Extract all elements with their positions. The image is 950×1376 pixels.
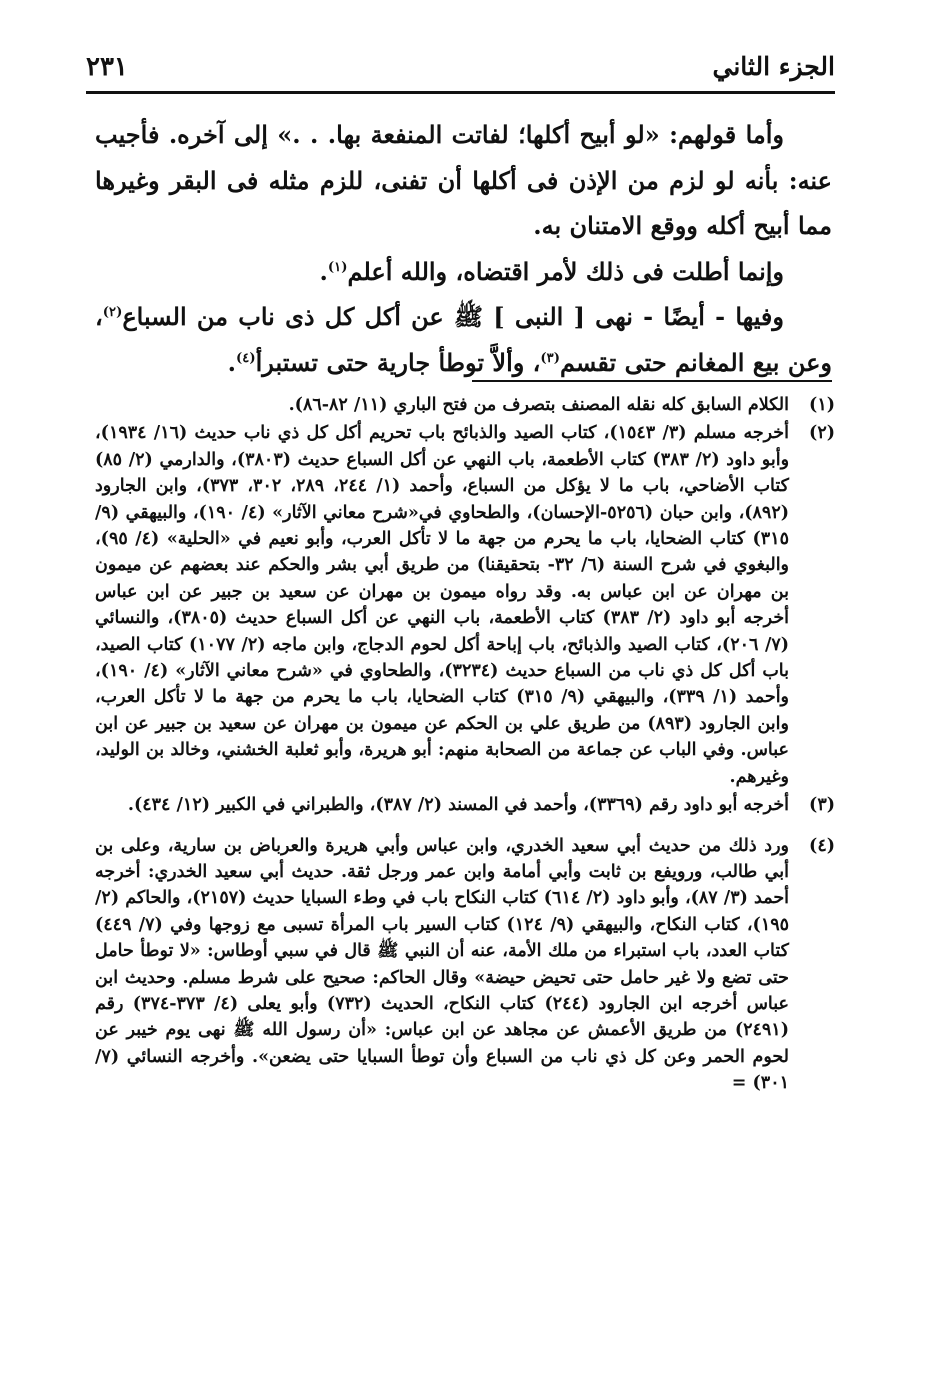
main-paragraph-text: وفيها - أيضًا - نهى [ النبى ] ﷺ عن أكل كل ذى ناب من السباع <box>122 302 784 331</box>
footnote-ref: (٢) <box>102 305 123 320</box>
main-paragraph: وأما قولهم: «لو أبيح أكلها؛ لفاتت المنفعة بها. . .» إلى آخره. فأجيب عنه: بأنه لو لزم من الإذن فى أكلها أن تفنى، للزم مثله فى البقر وغيرها مما أبيح أكله ووقع الامتنان به. <box>95 120 832 240</box>
running-title: الجزء الثاني <box>712 52 835 81</box>
main-paragraph <box>95 249 832 295</box>
footnote-text: أخرجه مسلم (٣/ ١٥٤٣)، كتاب الصيد والذبائح باب تحريم أكل كل ذي ناب حديث (١٦/ ١٩٣٤)، وأبو داود (٢/ ٣٨٣) كتاب الأطعمة، باب النهي عن أكل السباع حديث (٣٨٠٣)، والدارمي (٢/ ٨٥) كتاب الأضاحي، باب ما لا يؤكل من السباع، وأحمد (١/ ٢٤٤، ٢٨٩، ٣٠٢، ٣٧٣)، وابن الجارود (٨٩٢)، وابن حبان (٥٢٥٦-الإحسان)، والطحاوي في«شرح معاني الآثار» (٤/ ١٩٠)، والبيهقي (٩/ ٣١٥) كتاب الضحايا، باب ما يحرم من جهة ما لا تأكل العرب، وأبو نعيم في «الحلية» (٤/ ٩٥)، والبغوي في شرح السنة (٦/ ٣٢- بتحقيقنا) من طريق أبي بشر والحكم عند بعضهم عن ميمون بن مهران عن ابن عباس به. وقد رواه ميمون بن مهران عن سعيد بن جبير عن ابن عباس أخرجه أبو داود (٢/ ٣٨٣) كتاب الأطعمة، باب النهي عن أكل السباع حديث (٣٨٠٥)، والنسائي (٧/ ٢٠٦)، كتاب الصيد والذبائح، باب إباحة أكل لحوم الدجاج، وابن ماجه (٢/ ١٠٧٧) كتاب الصيد، باب أكل كل ذي ناب من السباع حديث (٣٢٣٤)، والطحاوي في «شرح معاني الآثار» (٤/ ١٩٠)، وأحمد (١/ ٣٣٩)، والبيهقي (٩/ ٣١٥) كتاب الضحايا، باب ما يحرم من جهة ما لا تأكل العرب، وابن الجارود (٨٩٣) من طريق علي بن الحكم عن ميمون بن مهران عن سعيد بن جبير عن ابن عباس. وفي الباب عن جماعة من الصحابة منهم: أبو هريرة، وأبو ثعلبة الخشني، وخالد بن الوليد، وغيرهم. <box>95 423 790 787</box>
page-number: ٢٣١ <box>86 52 128 82</box>
footnote <box>95 392 835 418</box>
footnote-number: (٤) <box>809 835 835 856</box>
main-text <box>95 112 832 385</box>
page-header <box>86 50 835 90</box>
footnote-number: (٣) <box>809 795 835 816</box>
footnote <box>95 792 835 818</box>
footnote-text: أخرجه أبو داود رقم (٣٣٦٩)، وأحمد في المسند (٢/ ٣٨٧)، والطبراني في الكبير (١٢/ ٤٣٤). <box>127 795 789 816</box>
main-paragraph-text: ، وعن بيع المغانم حتى تقسم <box>95 302 832 377</box>
footnotes <box>95 392 835 1099</box>
main-paragraph-text: وإنما أطلت فى ذلك لأمر اقتضاه، والله أعلم <box>347 256 784 286</box>
footnote-ref: (٤) <box>236 350 256 366</box>
footnote-number: (٢) <box>809 423 835 444</box>
main-paragraph <box>95 294 832 385</box>
footnote <box>95 420 835 790</box>
footnote-ref: (٣) <box>540 350 561 366</box>
footnote-ref: (١) <box>327 259 348 275</box>
footnote-text: ورد ذلك من حديث أبي سعيد الخدري، وابن عباس وأبي هريرة والعرباض بن سارية، وعلى بن أبي طالب، ورويفع بن ثابت وأبي أمامة وابن عمر ورجل ثقة. حديث أبي سعيد الخدري: أخرجه أحمد (٣/ ٨٧)، وأبو داود (٢/ ٦١٤) كتاب النكاح باب في وطء السبايا حديث (٢١٥٧)، والحاكم (٢/ ١٩٥)، كتاب النكاح، والبيهقي (٩/ ١٢٤) كتاب السير باب المرأة تسبى مع زوجها وفي (٧/ ٤٤٩) كتاب العدد، باب استبراء من ملك الأمة، عنه أن النبي ﷺ قال في سبي أوطاس: «لا توطأ حامل حتى تضع ولا غير حامل حتى تحيض حيضة» وقال الحاكم: صحيح على شرط مسلم. وحديث ابن عباس أخرجه ابن الجارود (٢٤٤) كتاب النكاح، الحديث (٧٣٢) وأبو يعلى (٤/ ٣٧٣-٣٧٤) رقم (٢٤٩١) من طريق الأعمش عن مجاهد عن ابن عباس: «أن رسول الله ﷺ نهى يوم خيبر عن لحوم الحمر وعن كل ذي ناب من السباع وأن توطأ السبايا حتى يضعن». وأخرجه النسائي (٧/ ٣٠١) = <box>95 835 790 1094</box>
footnote-number: (١) <box>809 395 835 415</box>
footnote <box>95 833 835 1097</box>
main-paragraph-end: . <box>227 347 237 377</box>
main-paragraph-text: ، وألاَّ توطأ جارية حتى تستبرأ <box>255 347 541 377</box>
footnote-text: الكلام السابق كله نقله المصنف بتصرف من فتح الباري (١١/ ٨٢-٨٦). <box>288 395 789 415</box>
main-paragraph-end: . <box>319 256 328 286</box>
header-rule <box>86 91 835 94</box>
footnote-separator <box>472 380 832 382</box>
